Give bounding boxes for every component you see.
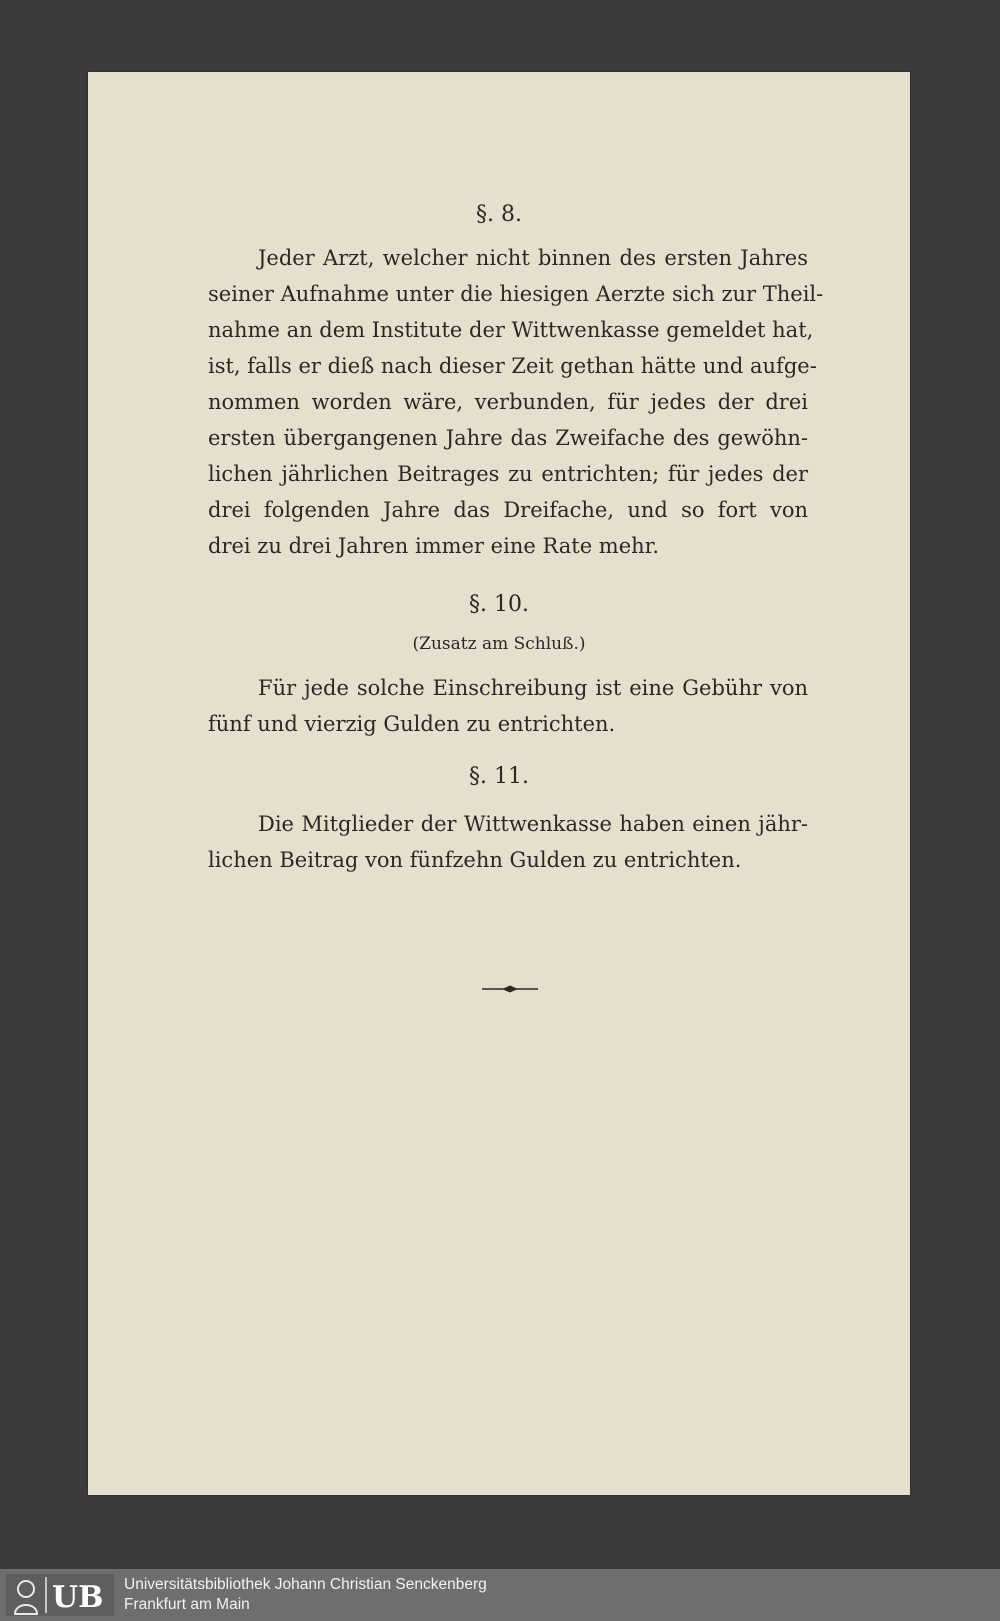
section-8-line-8: drei folgenden Jahre das Dreifache, und so fort von xyxy=(208,498,808,522)
footer-text xyxy=(124,1575,487,1615)
section-11-line-1: Die Mitglieder der Wittwenkasse haben einen jähr- xyxy=(258,812,808,836)
section-10-line-1: Für jede solche Einschreibung ist eine Gebühr von xyxy=(258,676,808,700)
section-10-line-2: fünf und vierzig Gulden zu entrichten. xyxy=(208,712,616,736)
ub-logo-text: UB xyxy=(52,1580,104,1615)
institution-city: Frankfurt am Main xyxy=(124,1596,250,1613)
section-10-note: (Zusatz am Schluß.) xyxy=(412,634,586,654)
ub-logo-icon xyxy=(6,1574,114,1616)
section-10-heading: §. 10. xyxy=(469,592,529,617)
section-8-line-4: ist, falls er dieß nach dieser Zeit gethan hätte und aufge- xyxy=(208,354,817,378)
section-8-line-7: lichen jährlichen Beitrages zu entrichten; für jedes der xyxy=(208,462,808,486)
section-8-line-9: drei zu drei Jahren immer eine Rate mehr. xyxy=(208,534,660,558)
section-8-line-2: seiner Aufnahme unter die hiesigen Aerzte sich zur Theil- xyxy=(208,282,824,306)
institution-name: Universitätsbibliothek Johann Christian Senckenberg xyxy=(124,1576,487,1593)
section-11-heading: §. 11. xyxy=(469,764,529,789)
section-8-line-5: nommen worden wäre, verbunden, für jedes der drei xyxy=(208,390,808,414)
section-8-line-6: ersten übergangenen Jahre das Zweifache des gewöhn- xyxy=(208,426,808,450)
section-8-heading: §. 8. xyxy=(476,202,522,227)
section-8-line-1: Jeder Arzt, welcher nicht binnen des ersten Jahres xyxy=(258,246,808,270)
section-8-line-3: nahme an dem Institute der Wittwenkasse gemeldet hat, xyxy=(208,318,814,342)
library-footer xyxy=(0,1569,1000,1621)
section-11-line-2: lichen Beitrag von fünfzehn Gulden zu entrichten. xyxy=(208,848,742,872)
ornament-divider-icon xyxy=(480,983,540,995)
